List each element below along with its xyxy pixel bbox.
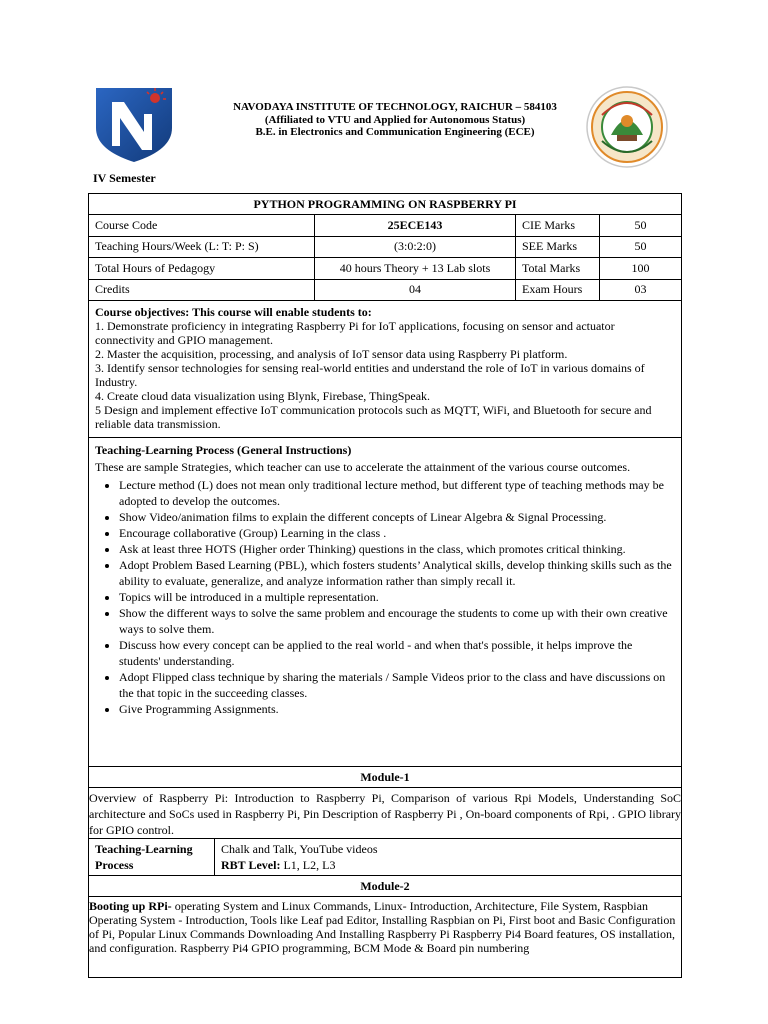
row-label: Total Hours of Pedagogy: [89, 258, 315, 280]
row-key2: CIE Marks: [516, 215, 600, 237]
module1-content: Overview of Raspberry Pi: Introduction to Raspberry Pi, Comparison of various Rpi Models, Understanding SoC architecture and SoCs used in Raspberry Pi, Pin Description of Raspberry Pi , On-board components of Rpi, . GPIO library for GPIO control.: [89, 788, 682, 839]
row-label: Credits: [89, 279, 315, 301]
objective-item: 4. Create cloud data visualization using Blynk, Firebase, ThingSpeak.: [95, 389, 431, 403]
module1-tlp-label: Teaching-Learning Process: [89, 839, 215, 876]
module2-heading: Module-2: [89, 876, 682, 897]
teaching-learning-process: [89, 438, 682, 767]
rbt-value: L1, L2, L3: [280, 858, 336, 872]
row-value2: 50: [600, 215, 682, 237]
course-table: [88, 193, 682, 978]
institute-name: NAVODAYA INSTITUTE OF TECHNOLOGY, RAICHUR – 584103: [233, 101, 557, 113]
objective-item: 5 Design and implement effective IoT communication protocols such as MQTT, WiFi, and Bluetooth for secure and reliable data transmission.: [95, 403, 652, 431]
row-value2: 50: [600, 236, 682, 258]
module1-heading: Module-1: [89, 767, 682, 788]
row-key2: Total Marks: [516, 258, 600, 280]
row-value2: 100: [600, 258, 682, 280]
list-item: • Discuss how every concept can be applied to the real world - and when that's possible, it helps improve the students' understanding.: [119, 637, 675, 669]
table-row: [89, 236, 682, 258]
table-row: [89, 258, 682, 280]
row-value2: 03: [600, 279, 682, 301]
institute-shield-logo: [92, 84, 176, 164]
list-item: • Adopt Problem Based Learning (PBL), which fosters students’ Analytical skills, develop thinking skills such as the ability to evaluate, generalize, and analyze information rather than simply recall it.: [119, 557, 675, 589]
course-objectives: [89, 301, 682, 438]
row-value: 04: [315, 279, 516, 301]
tlp-intro: These are sample Strategies, which teacher can use to accelerate the attainment of the various course outcomes.: [95, 460, 631, 474]
tlp-list: [95, 477, 675, 717]
list-item: • Lecture method (L) does not mean only traditional lecture method, but different type of teaching methods may be adopted to develop the outcomes.: [119, 477, 675, 509]
list-item: • Show the different ways to solve the same problem and encourage the students to come up with their own creative ways to solve them.: [119, 605, 675, 637]
module1-tlp-value: Chalk and Talk, YouTube videos: [221, 842, 378, 856]
row-key2: SEE Marks: [516, 236, 600, 258]
table-row: [89, 279, 682, 301]
module1-tlp-details: [215, 839, 682, 876]
rbt-label: RBT Level:: [221, 858, 281, 872]
row-label: Course Code: [89, 215, 315, 237]
semester-label: IV Semester: [93, 171, 156, 185]
program-line: B.E. in Electronics and Communication Engineering (ECE): [255, 126, 535, 138]
tlp-heading: Teaching-Learning Process (General Instructions): [95, 443, 352, 457]
affiliation-line: (Affiliated to VTU and Applied for Autonomous Status): [264, 113, 526, 126]
list-item: • Ask at least three HOTS (Higher order Thinking) questions in the class, which promotes critical thinking.: [119, 541, 675, 557]
objective-item: 3. Identify sensor technologies for sensing real-world entities and understand the role of IoT in various domains of Industry.: [95, 361, 645, 389]
list-item: • Topics will be introduced in a multiple representation.: [119, 589, 675, 605]
list-item: • Encourage collaborative (Group) Learning in the class .: [119, 525, 675, 541]
module2-content: [89, 897, 682, 978]
row-label: Teaching Hours/Week (L: T: P: S): [89, 236, 315, 258]
module2-text: operating System and Linux Commands, Linux- Introduction, Architecture, File System, Raspbian Operating System - Introduction, Tools like Leaf pad Editor, Installing Raspbian on Pi, First boot and Basic Configuration of Pi, Popular Linux Commands Downloading And Installing Raspberry Pi Raspberry Pi4 Board features, OS installation, and configuration. Raspberry Pi4 GPIO programming, BCM Mode & Board pin numbering: [89, 899, 676, 955]
objectives-heading: Course objectives: This course will enable students to:: [95, 305, 372, 319]
row-key2: Exam Hours: [516, 279, 600, 301]
objective-item: 2. Master the acquisition, processing, and analysis of IoT sensor data using Raspberry Pi platform.: [95, 347, 568, 361]
list-item: • Adopt Flipped class technique by sharing the materials / Sample Videos prior to the class and have discussions on the that topic in the succeeding classes.: [119, 669, 675, 701]
list-item: • Give Programming Assignments.: [119, 701, 675, 717]
course-title: PYTHON PROGRAMMING ON RASPBERRY PI: [89, 194, 682, 215]
objective-item: 1. Demonstrate proficiency in integrating Raspberry Pi for IoT applications, focusing on sensor and actuator connectivity and GPIO management.: [95, 319, 615, 347]
row-value: (3:0:2:0): [315, 236, 516, 258]
table-row: [89, 215, 682, 237]
institute-header: [190, 101, 600, 139]
list-item: • Show Video/animation films to explain the different concepts of Linear Algebra & Signal Processing.: [119, 509, 675, 525]
module2-lead: Booting up RPi-: [89, 899, 172, 913]
row-value: 40 hours Theory + 13 Lab slots: [315, 258, 516, 280]
module1-rbt-level: [221, 857, 675, 873]
row-value: 25ECE143: [315, 215, 516, 237]
